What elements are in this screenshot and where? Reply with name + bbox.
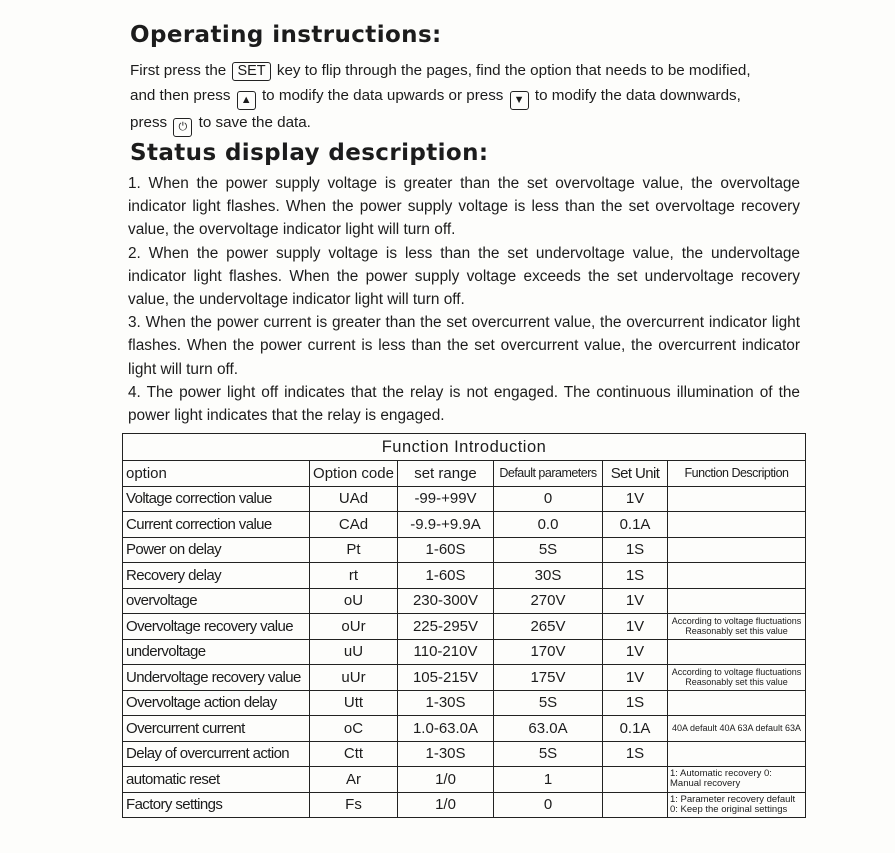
table-cell: uUr bbox=[310, 665, 398, 691]
table-cell: oU bbox=[310, 588, 398, 614]
header-cell: Option code bbox=[310, 461, 398, 487]
table-cell: Voltage correction value bbox=[123, 486, 310, 512]
table-cell bbox=[668, 690, 806, 716]
table-cell: According to voltage fluctuations Reasonably set this value bbox=[668, 665, 806, 691]
header-cell: set range bbox=[398, 461, 494, 487]
op-text-3: and then press bbox=[130, 87, 231, 104]
table-row bbox=[123, 512, 806, 538]
table-cell: UAd bbox=[310, 486, 398, 512]
table-cell: 40A default 40A 63A default 63A bbox=[668, 716, 806, 742]
table-cell: 1V bbox=[603, 588, 668, 614]
table-cell: 1 bbox=[494, 767, 603, 793]
table-cell: automatic reset bbox=[123, 767, 310, 793]
table-cell: 0.1A bbox=[603, 512, 668, 538]
table-cell bbox=[668, 537, 806, 563]
table-cell: 63.0A bbox=[494, 716, 603, 742]
table-cell: 1S bbox=[603, 741, 668, 767]
table-cell: 1.0-63.0A bbox=[398, 716, 494, 742]
up-arrow-key-icon: ▲ bbox=[237, 91, 256, 110]
table-cell: Factory settings bbox=[123, 792, 310, 818]
header-cell: option bbox=[123, 461, 310, 487]
table-header-row bbox=[123, 461, 806, 487]
table-row bbox=[123, 639, 806, 665]
function-table bbox=[122, 433, 806, 818]
table-cell: overvoltage bbox=[123, 588, 310, 614]
table-cell: Fs bbox=[310, 792, 398, 818]
table-row bbox=[123, 792, 806, 818]
table-cell bbox=[668, 741, 806, 767]
table-cell bbox=[603, 792, 668, 818]
table-cell: 1/0 bbox=[398, 767, 494, 793]
table-cell: 1V bbox=[603, 486, 668, 512]
table-cell: Utt bbox=[310, 690, 398, 716]
op-text-1: First press the bbox=[130, 62, 227, 79]
set-key-icon: SET bbox=[232, 62, 270, 81]
table-cell: 230-300V bbox=[398, 588, 494, 614]
table-cell: 170V bbox=[494, 639, 603, 665]
table-cell: oC bbox=[310, 716, 398, 742]
table-cell: Overvoltage recovery value bbox=[123, 614, 310, 640]
table-row bbox=[123, 486, 806, 512]
table-cell: uU bbox=[310, 639, 398, 665]
table-cell: 270V bbox=[494, 588, 603, 614]
table-cell: Undervoltage recovery value bbox=[123, 665, 310, 691]
table-cell bbox=[668, 588, 806, 614]
table-row bbox=[123, 537, 806, 563]
heading-operating-instructions: Operating instructions: bbox=[130, 22, 442, 48]
table-cell: 1V bbox=[603, 614, 668, 640]
table-cell: 5S bbox=[494, 741, 603, 767]
status-item: 1. When the power supply voltage is greater than the set overvoltage value, the overvoltage indicator light flashes. When the power supply voltage is less than the set overvoltage recovery value, the overvoltage indicator light will turn off. bbox=[128, 175, 800, 239]
table-cell bbox=[668, 639, 806, 665]
table-cell: Pt bbox=[310, 537, 398, 563]
table-cell: Recovery delay bbox=[123, 563, 310, 589]
table-cell: Overvoltage action delay bbox=[123, 690, 310, 716]
table-cell: Power on delay bbox=[123, 537, 310, 563]
status-item: 4. The power light off indicates that the relay is not engaged. The continuous illumination of the power light indicates that the relay is engaged. bbox=[128, 383, 800, 425]
table-cell: 1-60S bbox=[398, 537, 494, 563]
table-cell: CAd bbox=[310, 512, 398, 538]
table-cell: 1/0 bbox=[398, 792, 494, 818]
table-cell: undervoltage bbox=[123, 639, 310, 665]
table-row bbox=[123, 716, 806, 742]
header-cell: Default parameters bbox=[494, 461, 603, 487]
header-cell: Function Description bbox=[668, 461, 806, 487]
table-row bbox=[123, 588, 806, 614]
table-row bbox=[123, 563, 806, 589]
table-cell: 30S bbox=[494, 563, 603, 589]
table-cell: 1: Parameter recovery default 0: Keep the original settings bbox=[668, 792, 806, 818]
table-cell: 5S bbox=[494, 537, 603, 563]
table-cell: According to voltage fluctuations Reasonably set this value bbox=[668, 614, 806, 640]
table-cell: 1-30S bbox=[398, 741, 494, 767]
table-cell: 0 bbox=[494, 792, 603, 818]
table-row bbox=[123, 767, 806, 793]
table-cell: 1-30S bbox=[398, 690, 494, 716]
op-text-5: to modify the data downwards, bbox=[534, 87, 741, 104]
op-text-4: to modify the data upwards or press bbox=[261, 87, 504, 104]
table-cell: 1V bbox=[603, 665, 668, 691]
table-cell: 0.1A bbox=[603, 716, 668, 742]
table-cell: Current correction value bbox=[123, 512, 310, 538]
table-row bbox=[123, 690, 806, 716]
table-cell: 5S bbox=[494, 690, 603, 716]
table-cell: 175V bbox=[494, 665, 603, 691]
table-row bbox=[123, 614, 806, 640]
table-cell: 1S bbox=[603, 690, 668, 716]
table-cell: rt bbox=[310, 563, 398, 589]
table-cell: 1: Automatic recovery 0: Manual recovery bbox=[668, 767, 806, 793]
table-cell bbox=[668, 563, 806, 589]
table-cell: 265V bbox=[494, 614, 603, 640]
down-arrow-key-icon: ▼ bbox=[510, 91, 529, 110]
table-cell: oUr bbox=[310, 614, 398, 640]
table-cell: 1S bbox=[603, 563, 668, 589]
table-cell: 0 bbox=[494, 486, 603, 512]
table-cell: Overcurrent current bbox=[123, 716, 310, 742]
op-text-7: to save the data. bbox=[198, 114, 311, 131]
table-caption: Function Introduction bbox=[123, 434, 806, 461]
table-cell: 0.0 bbox=[494, 512, 603, 538]
table-cell: Delay of overcurrent action bbox=[123, 741, 310, 767]
status-description bbox=[128, 172, 800, 427]
heading-status-display: Status display description: bbox=[130, 140, 489, 166]
status-item: 2. When the power supply voltage is less than the set undervoltage value, the undervoltage indicator light flashes. When the power supply voltage exceeds the set undervoltage recovery value, the undervoltage indicator light will turn off. bbox=[128, 244, 800, 309]
table-cell: 1V bbox=[603, 639, 668, 665]
table-cell bbox=[603, 767, 668, 793]
table-cell: 110-210V bbox=[398, 639, 494, 665]
table-cell bbox=[668, 486, 806, 512]
table-cell: 1S bbox=[603, 537, 668, 563]
table-cell: 105-215V bbox=[398, 665, 494, 691]
table-row bbox=[123, 665, 806, 691]
power-key-icon: ⏻ bbox=[173, 118, 192, 137]
table-cell: Ar bbox=[310, 767, 398, 793]
table-cell: 1-60S bbox=[398, 563, 494, 589]
header-cell: Set Unit bbox=[603, 461, 668, 487]
table-cell: -9.9-+9.9A bbox=[398, 512, 494, 538]
table-row bbox=[123, 741, 806, 767]
op-text-2: key to flip through the pages, find the option that needs to be modified, bbox=[276, 62, 751, 79]
table-cell: 225-295V bbox=[398, 614, 494, 640]
status-item: 3. When the power current is greater than the set overcurrent value, the overcurrent indicator light flashes. When the power current is less than the set overcurrent value, the overcurrent indicator light will turn off. bbox=[128, 314, 800, 378]
table-cell: Ctt bbox=[310, 741, 398, 767]
operating-instructions-text bbox=[130, 58, 820, 137]
op-text-6: press bbox=[130, 114, 168, 131]
table-cell bbox=[668, 512, 806, 538]
table-cell: -99-+99V bbox=[398, 486, 494, 512]
